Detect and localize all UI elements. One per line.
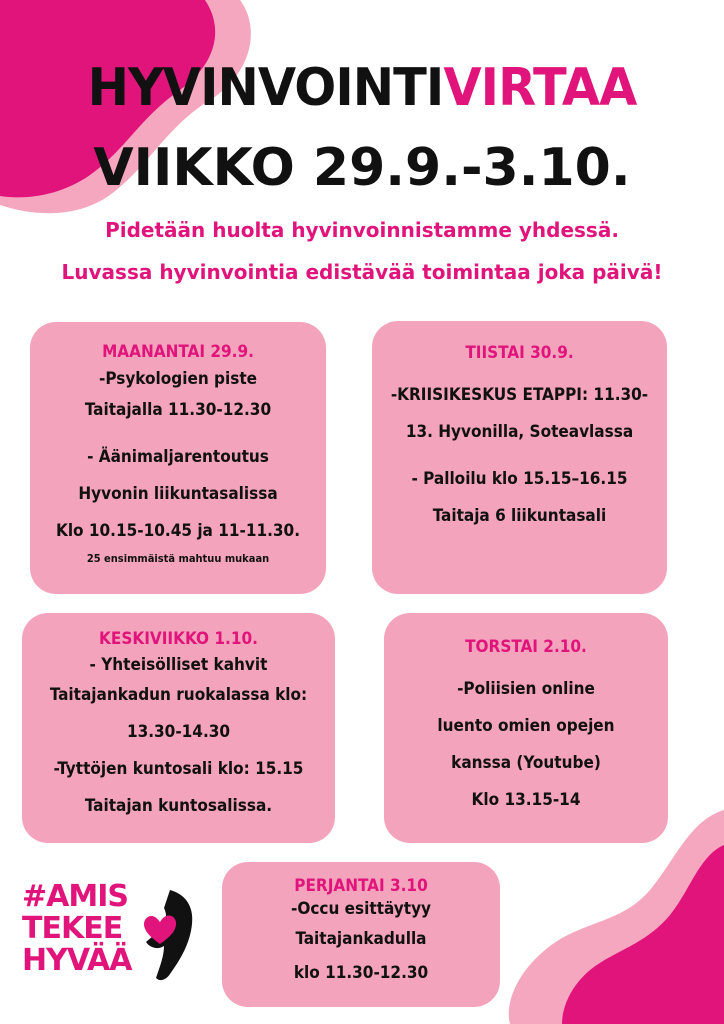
monday-line-4: Hyvonin liikuntasalissa <box>78 484 278 504</box>
logo-line-1: #AMIS <box>22 879 128 914</box>
tuesday-line-2: 13. Hyvonilla, Soteavlassa <box>405 422 634 442</box>
day-label-friday: PERJANTAI 3.10 <box>294 876 428 896</box>
title-week: VIIKKO 29.9.-3.10. <box>93 138 631 198</box>
card-friday <box>222 862 500 1007</box>
logo-line-3: HYVÄÄ <box>22 943 132 978</box>
day-label-thursday: TORSTAI 2.10. <box>465 637 587 657</box>
thursday-line-1: -Poliisien online <box>457 679 595 699</box>
title-part-2: VIRTAA <box>443 58 637 118</box>
amis-tekee-hyvaa-logo <box>22 878 202 988</box>
title-line-1 <box>18 58 706 118</box>
monday-line-3: - Äänimaljarentoutus <box>87 447 269 467</box>
friday-line-3: klo 11.30-12.30 <box>293 963 429 983</box>
wednesday-line-2: Taitajankadun ruokalassa klo: <box>49 685 308 705</box>
card-thursday <box>384 613 668 843</box>
title-part-1: HYVINVOINTI <box>87 58 444 118</box>
card-wednesday <box>22 613 335 843</box>
monday-line-5: Klo 10.15-10.45 ja 11-11.30. <box>55 521 301 541</box>
subtitle-line-2: Luvassa hyvinvointia edistävää toimintaa joka päivä! <box>61 260 663 284</box>
monday-line-1: -Psykologien piste <box>98 369 258 389</box>
subtitle-line-1: Pidetään huolta hyvinvoinnistamme yhdessä. <box>105 218 619 242</box>
tuesday-line-4: Taitaja 6 liikuntasali <box>432 506 607 526</box>
thursday-line-4: Klo 13.15-14 <box>471 790 581 810</box>
card-tuesday <box>372 321 667 594</box>
day-label-tuesday: TIISTAI 30.9. <box>465 343 574 363</box>
friday-line-1: -Occu esittäytyy <box>290 899 432 919</box>
wednesday-line-4: -Tyttöjen kuntosali klo: 15.15 <box>53 759 304 779</box>
tuesday-line-1: -KRIISIKESKUS ETAPPI: 11.30- <box>390 385 649 405</box>
thursday-line-2: luento omien opejen <box>437 716 615 736</box>
day-label-wednesday: KESKIVIIKKO 1.10. <box>99 629 258 649</box>
hands-heart-icon <box>130 886 196 982</box>
wednesday-line-1: - Yhteisölliset kahvit <box>89 655 268 675</box>
day-label-monday: MAANANTAI 29.9. <box>102 342 254 362</box>
tuesday-line-3: - Palloilu klo 15.15–16.15 <box>411 469 628 489</box>
wednesday-line-5: Taitajan kuntosalissa. <box>84 796 273 816</box>
card-monday <box>30 322 326 594</box>
logo-line-2: TEKEE <box>22 911 123 946</box>
friday-line-2: Taitajankadulla <box>295 929 427 949</box>
wednesday-line-3: 13.30-14.30 <box>126 722 231 742</box>
thursday-line-3: kanssa (Youtube) <box>451 753 601 773</box>
monday-note: 25 ensimmäistä mahtuu mukaan <box>86 552 270 565</box>
monday-line-2: Taitajalla 11.30-12.30 <box>84 400 272 420</box>
